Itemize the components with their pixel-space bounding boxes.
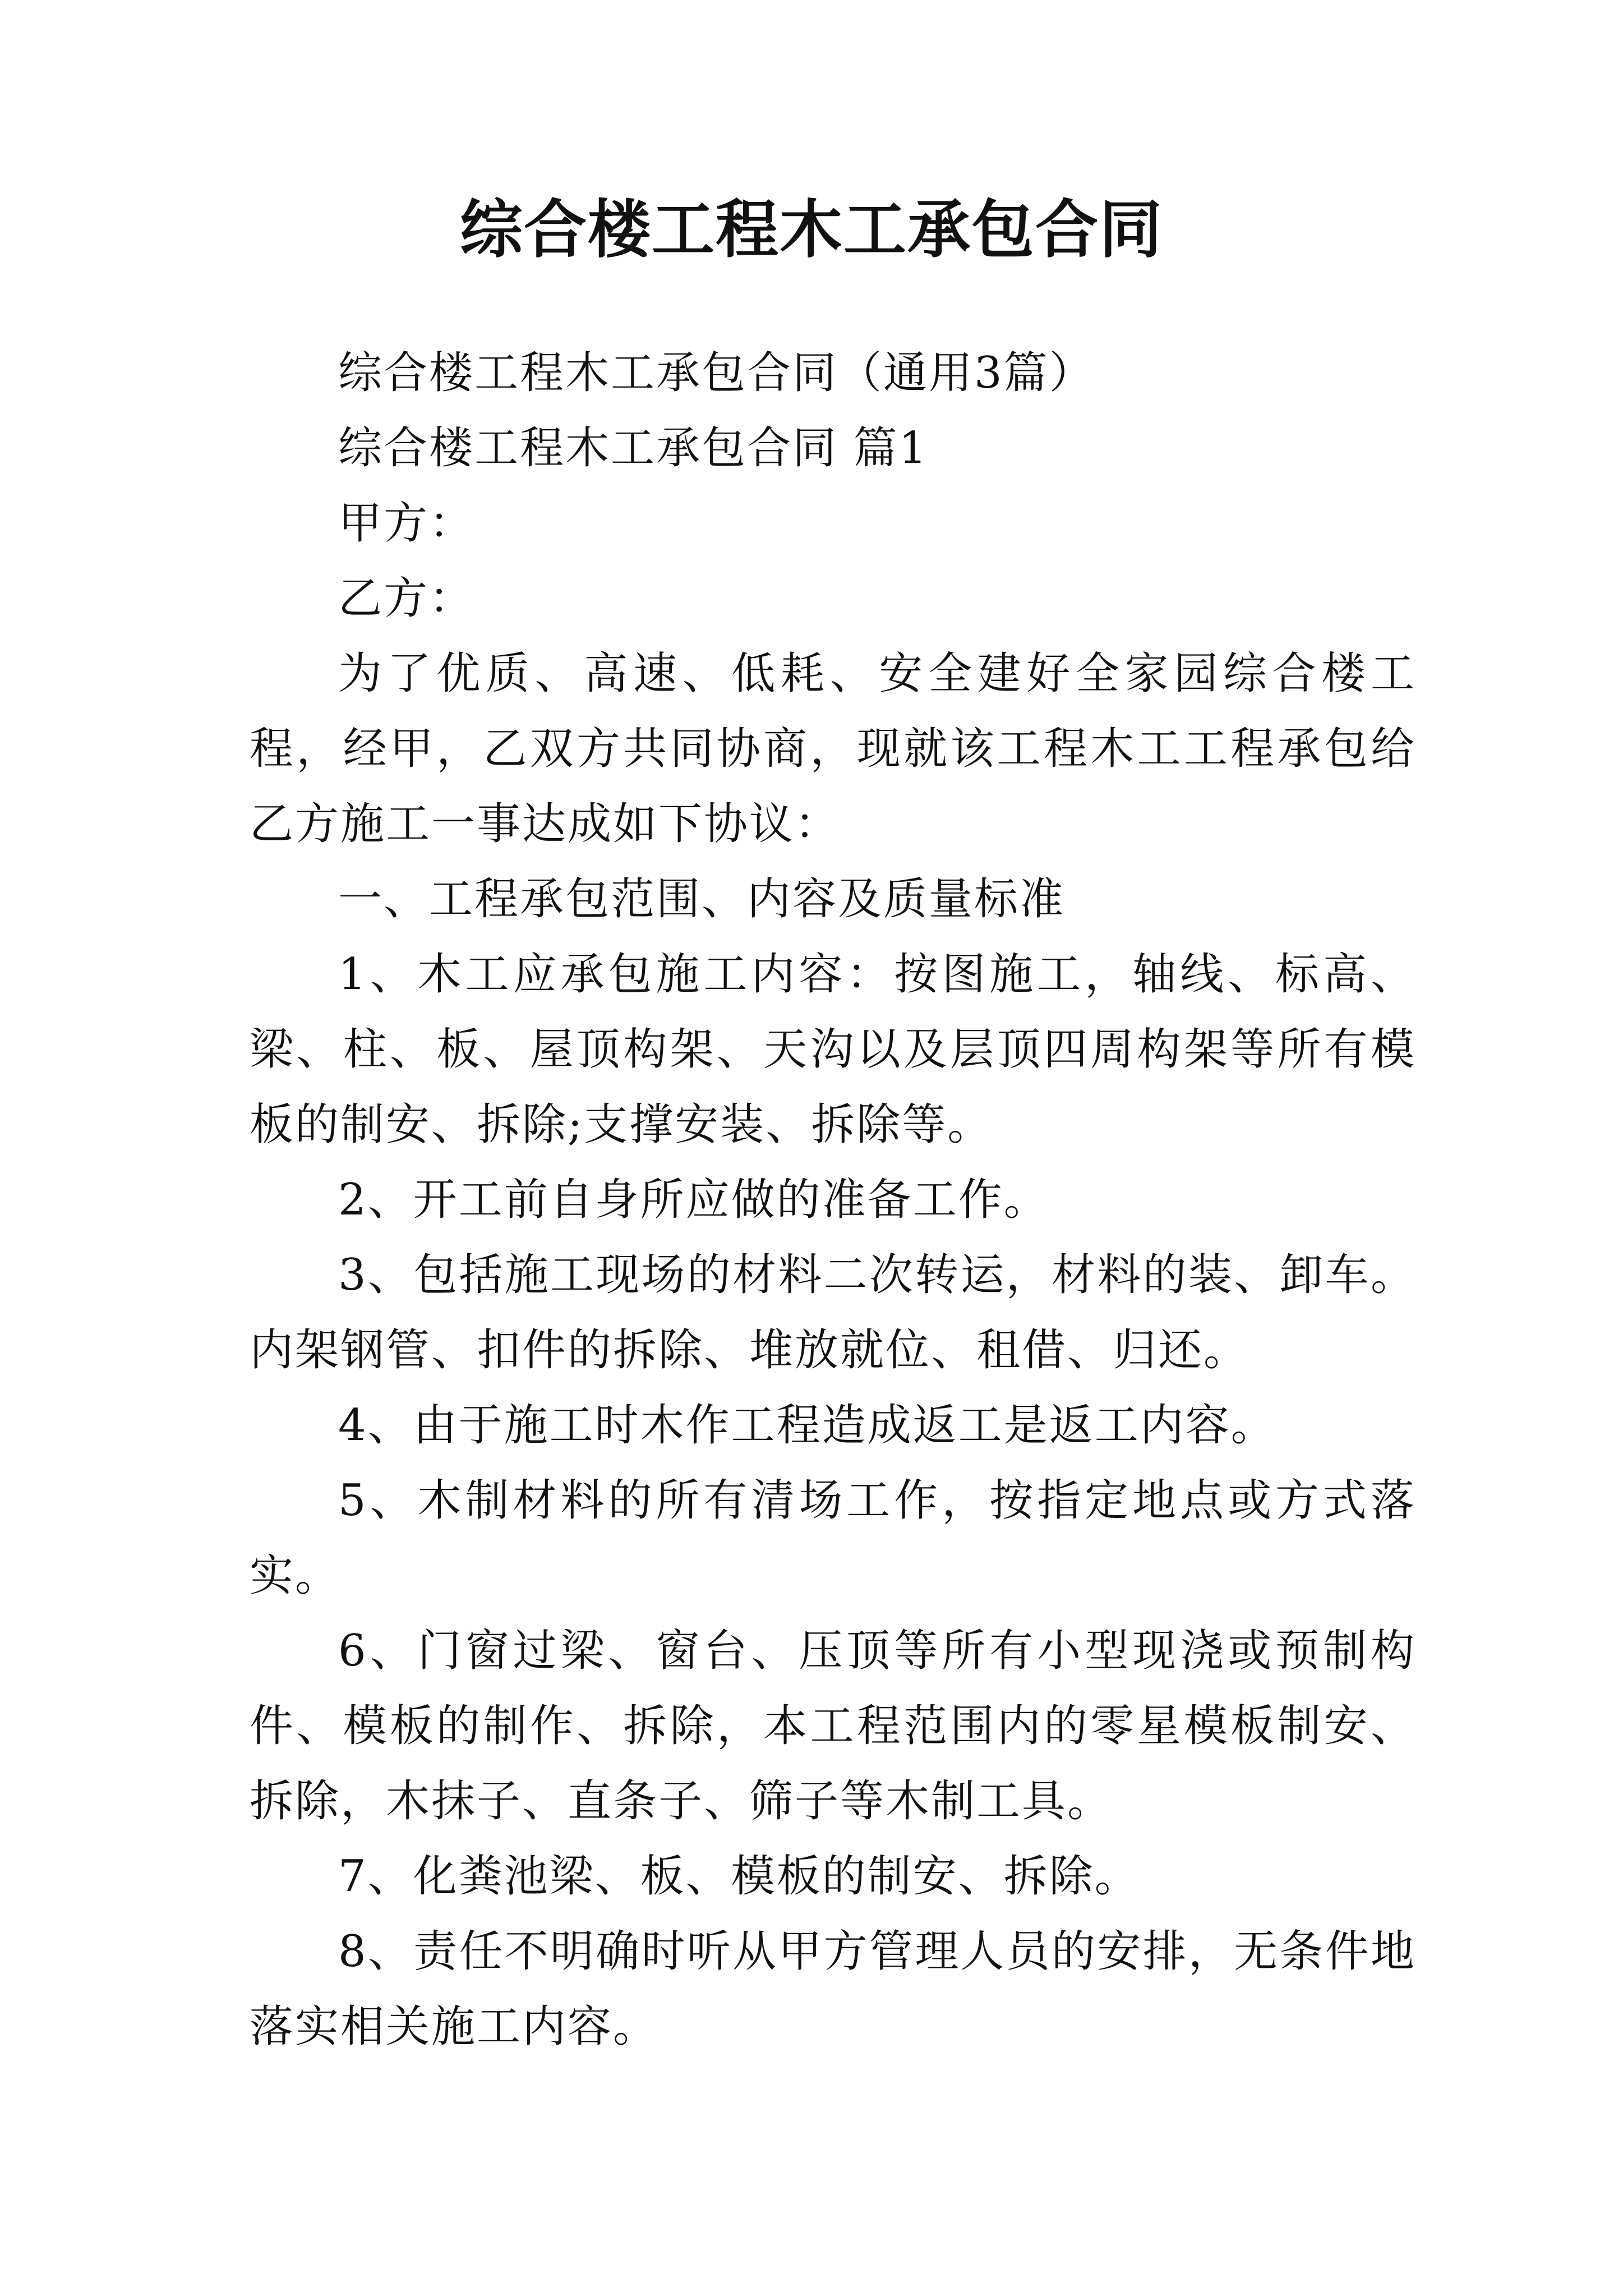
subtitle-paragraph: 综合楼工程木工承包合同（通用3篇） — [338, 348, 1095, 398]
clause-item-3: 3、包括施工现场的材料二次转运，材料的装、卸车。内架钢管、扣件的拆除、堆放就位、租借、归还。 — [250, 1250, 1416, 1375]
party-a-line: 甲方： — [338, 498, 475, 549]
clause-heading: 一、工程承包范围、内容及质量标准 — [338, 874, 1066, 924]
clause-item-7: 7、化粪池梁、板、模板的制安、拆除。 — [338, 1851, 1140, 1902]
clause-item-2: 2、开工前自身所应做的准备工作。 — [338, 1175, 1049, 1225]
party-b-line: 乙方： — [338, 573, 475, 624]
preamble-paragraph: 为了优质、高速、低耗、安全建好全家园综合楼工程，经甲，乙双方共同协商，现就该工程木工工程承包给乙方施工一事达成如下协议： — [250, 648, 1416, 849]
section-heading: 综合楼工程木工承包合同 篇1 — [338, 423, 929, 473]
document-body — [250, 335, 1416, 2064]
clause-item-8: 8、责任不明确时听从甲方管理人员的安排，无条件地落实相关施工内容。 — [250, 1926, 1416, 2052]
document-title: 综合楼工程木工承包合同 — [460, 193, 1163, 266]
clause-item-1: 1、木工应承包施工内容：按图施工，轴线、标高、梁、柱、板、屋顶构架、天沟以及层顶四周构架等所有模板的制安、拆除;支撑安装、拆除等。 — [250, 949, 1416, 1150]
clause-item-5: 5、木制材料的所有清场工作，按指定地点或方式落实。 — [250, 1475, 1416, 1601]
clause-item-6: 6、门窗过梁、窗台、压顶等所有小型现浇或预制构件、模板的制作、拆除，本工程范围内的零星模板制安、拆除，木抹子、直条子、筛子等木制工具。 — [250, 1626, 1416, 1826]
clause-item-4: 4、由于施工时木作工程造成返工是返工内容。 — [338, 1400, 1276, 1451]
